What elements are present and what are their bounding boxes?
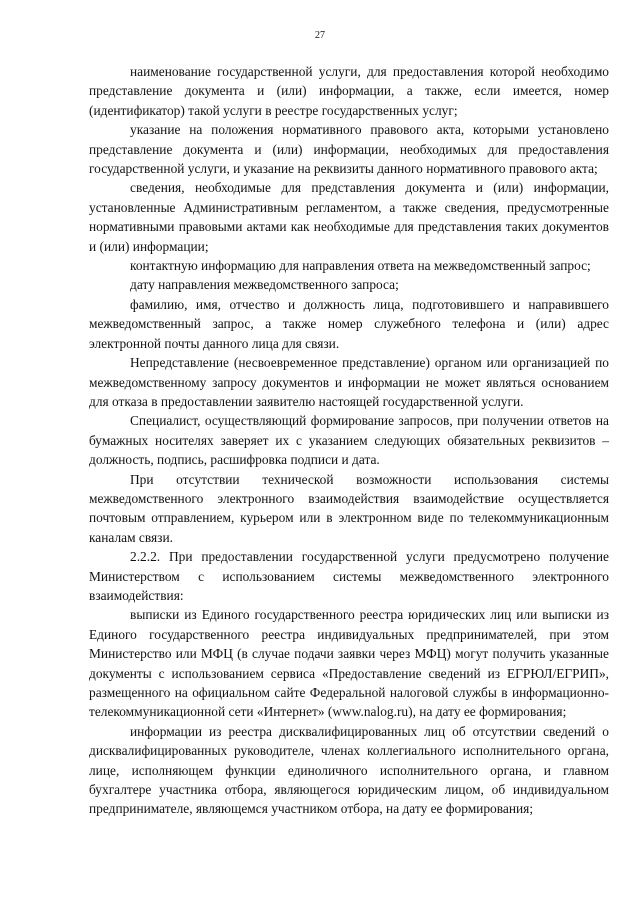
paragraph: фамилию, имя, отчество и должность лица, подготовившего и направившего межведомственный запрос, а также номер служебного телефона и (или) адрес электронной почты данного лица для связи. bbox=[89, 296, 609, 351]
paragraph: выписки из Единого государственного реестра юридических лиц или выписки из Единого государственного реестра индивидуальных предпринимателей, при этом Министерство или МФЦ (в случае подачи заявки через МФЦ) могут получить указанные документы с использованием сервиса «Предоставление сведений из ЕГРЮЛ/ЕГРИП», размещенного на официальном сайте Федеральной налоговой службы в информационно-телекоммуникационной сети «Интернет» (www.nalog.ru), на дату ее формирования; bbox=[89, 607, 609, 720]
paragraph: При отсутствии технической возможности использования системы межведомственного электронного взаимодействия взаимодействие осуществляется почтовым отправлением, курьером или в электронном виде по телекоммуникационным каналам связи. bbox=[89, 471, 609, 545]
paragraph: наименование государственной услуги, для предоставления которой необходимо представление документа и (или) информации, а также, если имеется, номер (идентификатор) такой услуги в реестре государственных услуг; bbox=[89, 64, 609, 118]
page-number: 27 bbox=[315, 30, 325, 41]
paragraph: информации из реестра дисквалифицированных лиц об отсутствии сведений о дисквалифицированных руководителе, членах коллегиального исполнительного органа, лице, исполняющем функции единоличного исполнительного органа, и главном бухгалтере участника отбора, являющегося юридическим лицом, об индивидуальном предпринимателе, являющемся участником отбора, на дату ее формирования; bbox=[89, 723, 609, 817]
paragraph: дату направления межведомственного запроса; bbox=[130, 277, 399, 293]
paragraph: контактную информацию для направления ответа на межведомственный запрос; bbox=[130, 258, 591, 274]
paragraph: 2.2.2. При предоставлении государственной услуги предусмотрено получение Министерством с использованием системы межведомственного электронного взаимодействия: bbox=[89, 549, 609, 603]
document-body bbox=[89, 62, 609, 819]
paragraph: сведения, необходимые для представления документа и (или) информации, установленные Административным регламентом, а также сведения, предусмотренные нормативными правовыми актами как необходимые для представления таких документов и (или) информации; bbox=[89, 180, 609, 254]
paragraph: указание на положения нормативного правового акта, которыми установлено представление документа и (или) информации, необходимых для предоставления государственной услуги, и указание на реквизиты данного нормативного правового акта; bbox=[89, 122, 609, 177]
paragraph: Непредставление (несвоевременное представление) органом или организацией по межведомственному запросу документов и информации не может являться основанием для отказа в предоставлении заявителю настоящей государственной услуги. bbox=[89, 355, 609, 409]
paragraph: Специалист, осуществляющий формирование запросов, при получении ответов на бумажных носителях заверяет их с указанием следующих обязательных реквизитов – должность, подпись, расшифровка подписи и дата. bbox=[89, 413, 609, 468]
